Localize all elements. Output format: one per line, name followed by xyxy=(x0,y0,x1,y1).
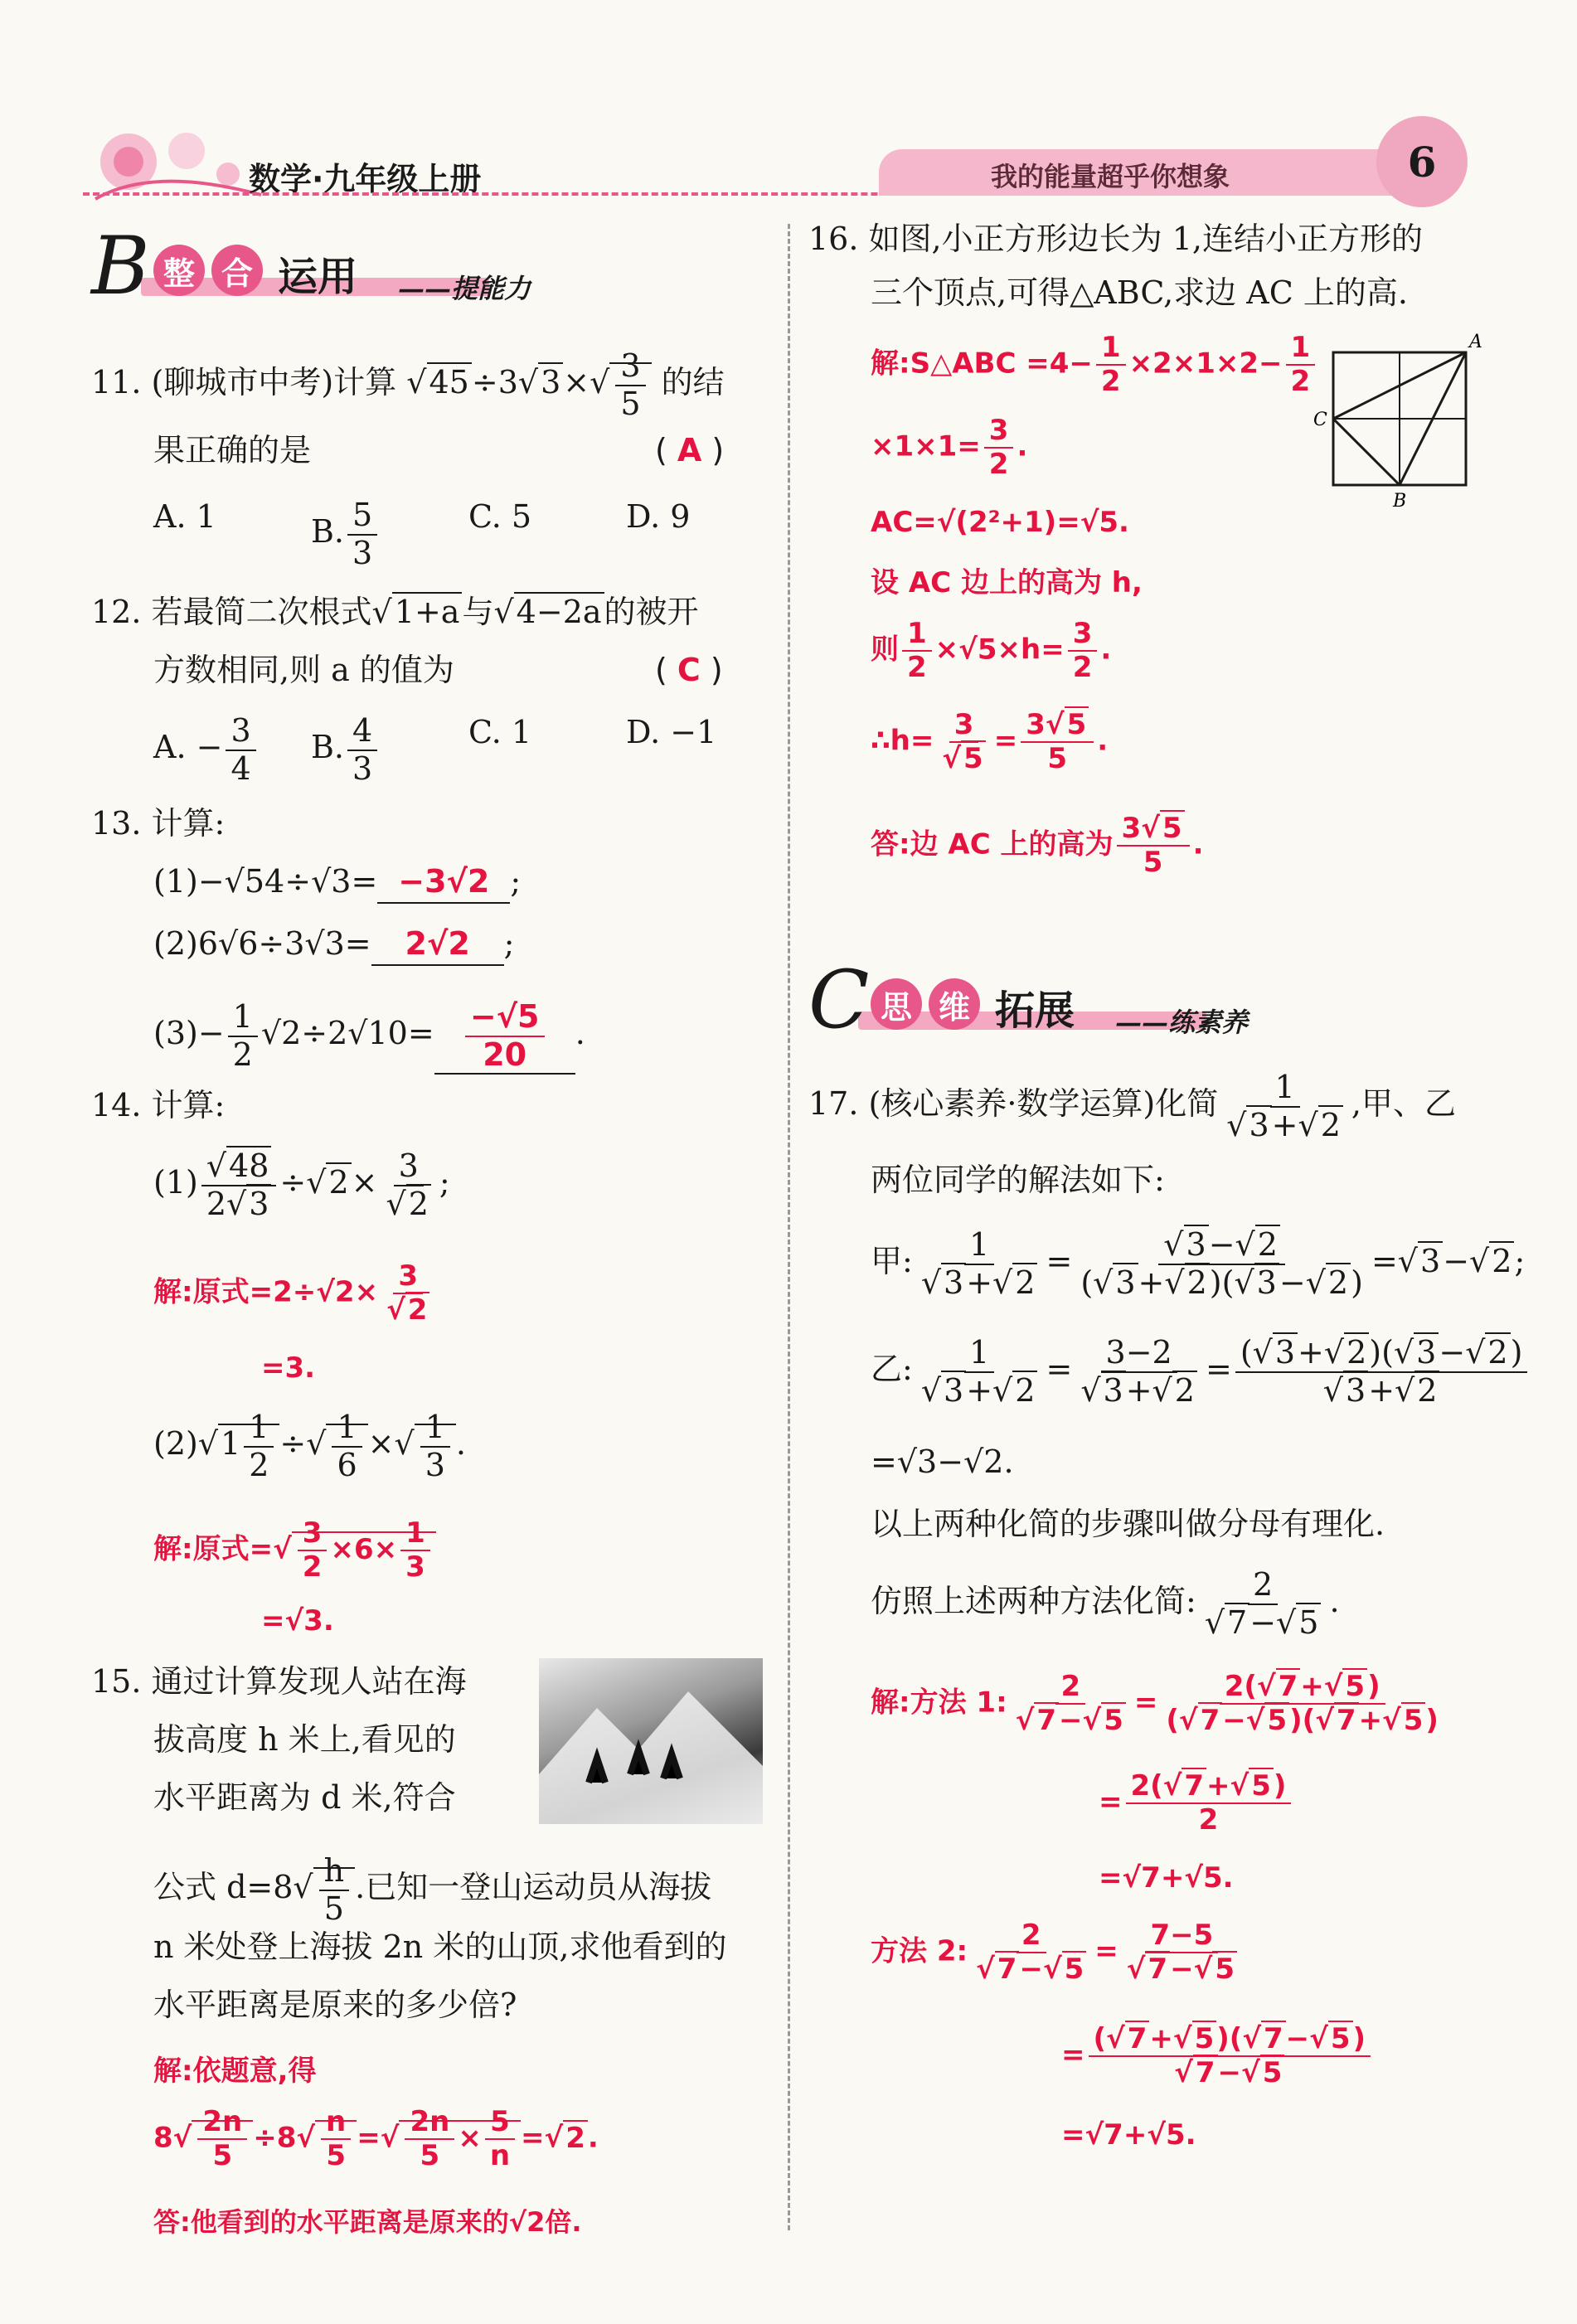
q11-line1: 11. (聊城市中考)计算 √45÷3√3×√ $\frac{3}{5}$ 的结 xyxy=(91,347,725,422)
q17-solution-method2-step2: = $\frac{(√7+√5)(√7-√5)}{√7-√5}$ xyxy=(1061,2023,1374,2089)
section-c-title: 拓展 xyxy=(995,987,1075,1034)
q15-line4: 公式 d=8√ $\frac{h}{5}$ .已知一登山运动员从海拔 xyxy=(153,1852,712,1927)
q15-solution-3: 答:他看到的水平距离是原来的√2倍. xyxy=(153,2206,582,2238)
section-b-letter: B xyxy=(91,220,150,313)
q17-line2: 两位同学的解法如下: xyxy=(871,1162,1165,1198)
triangle-grid-diagram xyxy=(1302,327,1492,518)
q11-answer: A xyxy=(677,432,702,468)
q15-line3: 水平距离为 d 米,符合 xyxy=(153,1779,456,1816)
q13-part1: (1)−√54÷√3= −3√2 ; xyxy=(153,862,521,904)
q13-title: 13. 计算: xyxy=(91,805,226,842)
section-b-badge-2: 合 xyxy=(211,245,263,296)
q14-solution-2-result: =√3. xyxy=(261,1604,334,1637)
q12-options: A. − $\frac{3}{4}$ B. $\frac{4}{3}$ C. 1 D. −1 xyxy=(153,712,717,787)
q13-answer-3-den: 20 xyxy=(483,1036,527,1073)
header-subject: 数学·九年级上册 xyxy=(249,161,482,197)
q14-solution-1: 解:原式=2÷√2× $\frac{3}{√2}$ xyxy=(153,1260,438,1327)
fig-label-a: A xyxy=(1469,332,1482,352)
section-b-title: 运用 xyxy=(278,254,358,300)
q16-solution-2: ×1×1= $\frac{3}{2}$ . xyxy=(871,414,1028,482)
page-number-badge xyxy=(1376,116,1468,207)
section-c-badge-1: 思 xyxy=(871,978,922,1030)
q17-solution-method1-result: =√7+√5. xyxy=(1099,1861,1234,1895)
q17-solution-method1-step2: = $\frac{2(√7+√5)}{2}$ xyxy=(1099,1770,1294,1836)
q15-line1: 15. 通过计算发现人站在海 xyxy=(91,1663,467,1700)
q16-solution-6: ∴h= $\frac{3}{√5}$ = $\frac{3√5}{5}$ . xyxy=(871,708,1109,776)
section-b-subtitle: ——提能力 xyxy=(398,273,531,304)
q14-solution-1-result: =3. xyxy=(261,1351,316,1385)
section-c-badge-2: 维 xyxy=(929,978,980,1030)
q13-answer-2: 2√2 xyxy=(405,925,470,962)
section-b-badge-1: 整 xyxy=(153,245,205,296)
q14-title: 14. 计算: xyxy=(91,1087,226,1123)
column-divider xyxy=(788,224,790,2230)
section-b-header xyxy=(91,220,589,311)
q13-answer-3-num: −√5 xyxy=(465,999,545,1037)
q16-solution-4: 设 AC 边上的高为 h, xyxy=(871,566,1143,599)
q13-part3: (3)− $\frac{1}{2}$ √2÷2√10= $\frac{-√5}{20}$ . xyxy=(153,999,585,1075)
q17-line1: 17. (核心素养·数学运算)化简 $\frac{1}{√3+√2}$ ,甲、乙 xyxy=(808,1069,1457,1143)
q15-line2: 拔高度 h 米上,看见的 xyxy=(153,1721,456,1758)
header-slogan: 我的能量超乎你想象 xyxy=(991,161,1230,192)
q14-part1: (1) $\frac{√48}{2√3}$ ÷√2× $\frac{3}{√2}$ ; xyxy=(153,1147,450,1222)
q17-line5: 以上两种化简的步骤叫做分母有理化. xyxy=(871,1506,1385,1542)
q15-line6: 水平距离是原来的多少倍? xyxy=(153,1987,517,2023)
mountaineer-photo xyxy=(539,1658,763,1824)
q13-part2: (2)6√6÷3√3= 2√2 ; xyxy=(153,924,514,966)
q14-solution-2: 解:原式=√ $\frac{3}{2}$ ×6× $\frac{1}{3}$ xyxy=(153,1517,436,1584)
q16-line1: 16. 如图,小正方形边长为 1,连结小正方形的 xyxy=(808,221,1423,257)
q17-solution-method2-result: =√7+√5. xyxy=(1061,2118,1196,2152)
q17-solution-method2: 方法 2: $\frac{2}{√7-√5}$ = $\frac{7-5}{√7-√5}$ xyxy=(871,1919,1245,1986)
header-floral-ornament xyxy=(79,116,269,216)
fig-label-b: B xyxy=(1393,491,1407,512)
q16-solution-3: AC=√(2²+1)=√5. xyxy=(871,506,1129,539)
q15-line5: n 米处登上海拔 2n 米的山顶,求他看到的 xyxy=(153,1929,727,1965)
q11-line2: 果正确的是 xyxy=(153,432,312,468)
q16-figure xyxy=(1302,327,1492,518)
q15-solution-2: 8√ $\frac{2n}{5}$ ÷8√ $\frac{n}{5}$ =√ $\frac{2n}{5}$ × $\frac{5}{n}$ =√2. xyxy=(153,2105,599,2173)
section-c-letter: C xyxy=(808,953,870,1046)
mountain-icon xyxy=(539,1658,763,1824)
q14-part2: (2)√1 $\frac{1}{2}$ ÷√ $\frac{1}{6}$ ×√ $\frac{1}{3}$ . xyxy=(153,1409,467,1483)
section-c-subtitle: ——练素养 xyxy=(1115,1007,1249,1038)
q17-method-jia: 甲: $\frac{1}{√3+√2}$ = $\frac{√3-√2}{(√3+√2)(√3-√2)}$ =√3−√2; xyxy=(871,1226,1526,1301)
page-number: 6 xyxy=(1407,137,1437,187)
q16-solution-5: 则 $\frac{1}{2}$ ×√5×h= $\frac{3}{2}$ . xyxy=(871,617,1112,685)
q11-answer-paren: ( A ) xyxy=(655,432,725,468)
q12-answer: C xyxy=(677,652,701,688)
q12-answer-paren: ( C ) xyxy=(655,652,723,688)
fig-label-c: C xyxy=(1313,410,1327,430)
q17-solution-method1: 解:方法 1: $\frac{2}{√7-√5}$ = $\frac{2(√7+√5)}{(√7-√5)(√7+√5)}$ xyxy=(871,1670,1439,1738)
q16-solution-1: 解:S△ABC =4− $\frac{1}{2}$ ×2×1×2− $\frac{1}{2}$ xyxy=(871,332,1318,398)
q12-line1: 12. 若最简二次根式√1+a与√4−2a的被开 xyxy=(91,594,699,630)
section-c-header xyxy=(808,953,1306,1045)
q17-line6: 仿照上述两种方法化简: $\frac{2}{√7-√5}$ . xyxy=(871,1566,1340,1641)
q13-answer-1: −3√2 xyxy=(398,863,490,900)
q17-method-yi: 乙: $\frac{1}{√3+√2}$ = $\frac{3-2}{√3+√2}$ = $\frac{(√3+√2)(√3-√2)}{√3+√2}$ xyxy=(871,1335,1531,1409)
q17-method-yi-result: =√3−√2. xyxy=(871,1443,1014,1480)
q16-line2: 三个顶点,可得△ABC,求边 AC 上的高. xyxy=(871,274,1408,311)
q11-options: A. 1 B. $\frac{5}{3}$ C. 5 D. 9 xyxy=(153,497,691,571)
q16-solution-7: 答:边 AC 上的高为 $\frac{3√5}{5}$ . xyxy=(871,812,1204,880)
q15-solution-1: 解:依题意,得 xyxy=(153,2055,317,2088)
q12-line2: 方数相同,则 a 的值为 xyxy=(153,652,454,688)
flower-icon xyxy=(79,116,269,216)
